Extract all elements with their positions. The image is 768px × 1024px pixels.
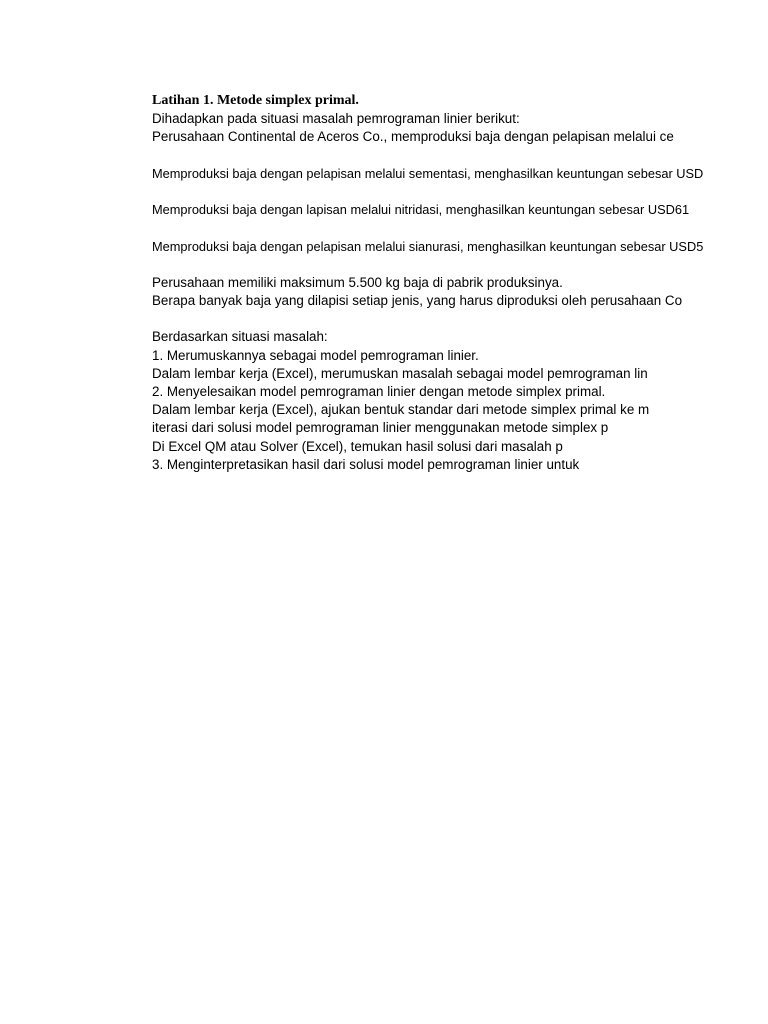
spacer — [152, 183, 728, 201]
task-item: 3. Menginterpretasikan hasil dari solusi model pemrograman linier untuk — [152, 456, 580, 472]
product-line-nitridasi: Memproduksi baja dengan lapisan melalui nitridasi, menghasilkan keuntungan sebesar USD61 — [152, 202, 690, 218]
document-title: Latihan 1. Metode simplex primal. — [152, 93, 359, 108]
document-body — [152, 92, 728, 474]
question-line: Berapa banyak baja yang dilapisi setiap jenis, yang harus diproduksi oleh perusahaan Co — [152, 293, 683, 309]
tasks-heading: Berdasarkan situasi masalah: — [152, 329, 328, 345]
task-item: Dalam lembar kerja (Excel), ajukan bentuk standar dari metode simplex primal ke m — [152, 402, 650, 418]
intro-line: Perusahaan Continental de Aceros Co., memproduksi baja dengan pelapisan melalui ce — [152, 129, 674, 145]
task-item: 2. Menyelesaikan model pemrograman linier dengan metode simplex primal. — [152, 384, 606, 399]
product-line-sementasi: Memproduksi baja dengan pelapisan melalui sementasi, menghasilkan keuntungan sebesar USD — [152, 165, 704, 181]
spacer — [152, 219, 728, 237]
spacer — [152, 147, 728, 165]
task-item: Di Excel QM atau Solver (Excel), temukan hasil solusi dari masalah p — [152, 438, 563, 454]
product-line-sianurasi: Memproduksi baja dengan pelapisan melalui sianurasi, menghasilkan keuntungan sebesar USD5 — [152, 238, 704, 254]
intro-line: Dihadapkan pada situasi masalah pemrograman linier berikut: — [152, 111, 520, 127]
task-item: Dalam lembar kerja (Excel), merumuskan masalah sebagai model pemrograman lin — [152, 365, 648, 381]
spacer — [152, 310, 728, 328]
constraint-line: Perusahaan memiliki maksimum 5.500 kg baja di pabrik produksinya. — [152, 274, 563, 290]
task-item: 1. Merumuskannya sebagai model pemrograman linier. — [152, 347, 479, 363]
spacer — [152, 256, 728, 274]
task-item: iterasi dari solusi model pemrograman linier menggunakan metode simplex p — [152, 420, 609, 436]
